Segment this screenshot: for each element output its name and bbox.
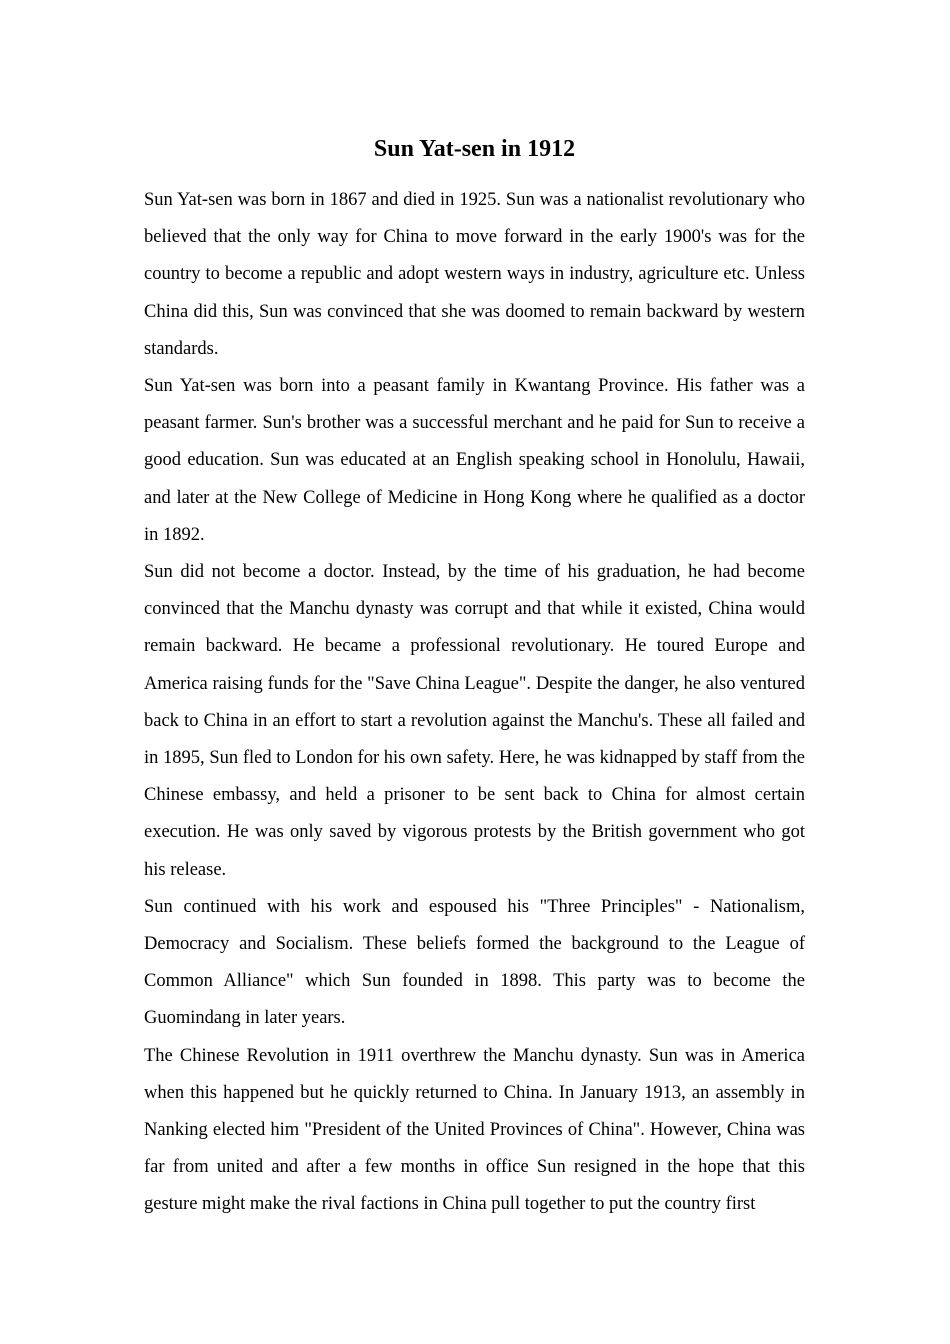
paragraph-1: Sun Yat-sen was born in 1867 and died in 1925. Sun was a nationalist revolutionary who believed that the only way for China to move forward in the early 1900's was for the country to become a republic and adopt western ways in industry, agriculture etc. Unless China did this, Sun was convinced that she was doomed to remain backward by western standards. <box>144 190 805 359</box>
document-body <box>144 182 805 1224</box>
paragraph-3: Sun did not become a doctor. Instead, by the time of his graduation, he had become convinced that the Manchu dynasty was corrupt and that while it existed, China would remain backward. He became a professional revolutionary. He toured Europe and America raising funds for the "Save China League". Despite the danger, he also ventured back to China in an effort to start a revolution against the Manchu's. These all failed and in 1895, Sun fled to London for his own safety. Here, he was kidnapped by staff from the Chinese embassy, and held a prisoner to be sent back to China for almost certain execution. He was only saved by vigorous protests by the British government who got his release. <box>144 562 805 880</box>
paragraph-2: Sun Yat-sen was born into a peasant family in Kwantang Province. His father was a peasant farmer. Sun's brother was a successful merchant and he paid for Sun to receive a good education. Sun was educated at an English speaking school in Honolulu, Hawaii, and later at the New College of Medicine in Hong Kong where he qualified as a doctor in 1892. <box>144 376 805 545</box>
page-title: Sun Yat-sen in 1912 <box>373 136 576 162</box>
paragraph-4: Sun continued with his work and espoused his "Three Principles" - Nationalism, Democracy and Socialism. These beliefs formed the background to the League of Common Alliance" which Sun founded in 1898. This party was to become the Guomindang in later years. <box>144 896 805 1029</box>
paragraph-5: The Chinese Revolution in 1911 overthrew the Manchu dynasty. Sun was in America when this happened but he quickly returned to China. In January 1913, an assembly in Nanking elected him "President of the United Provinces of China". However, China was far from united and after a few months in office Sun resigned in the hope that this gesture might make the rival factions in China pull together to put the country first <box>144 1045 805 1215</box>
